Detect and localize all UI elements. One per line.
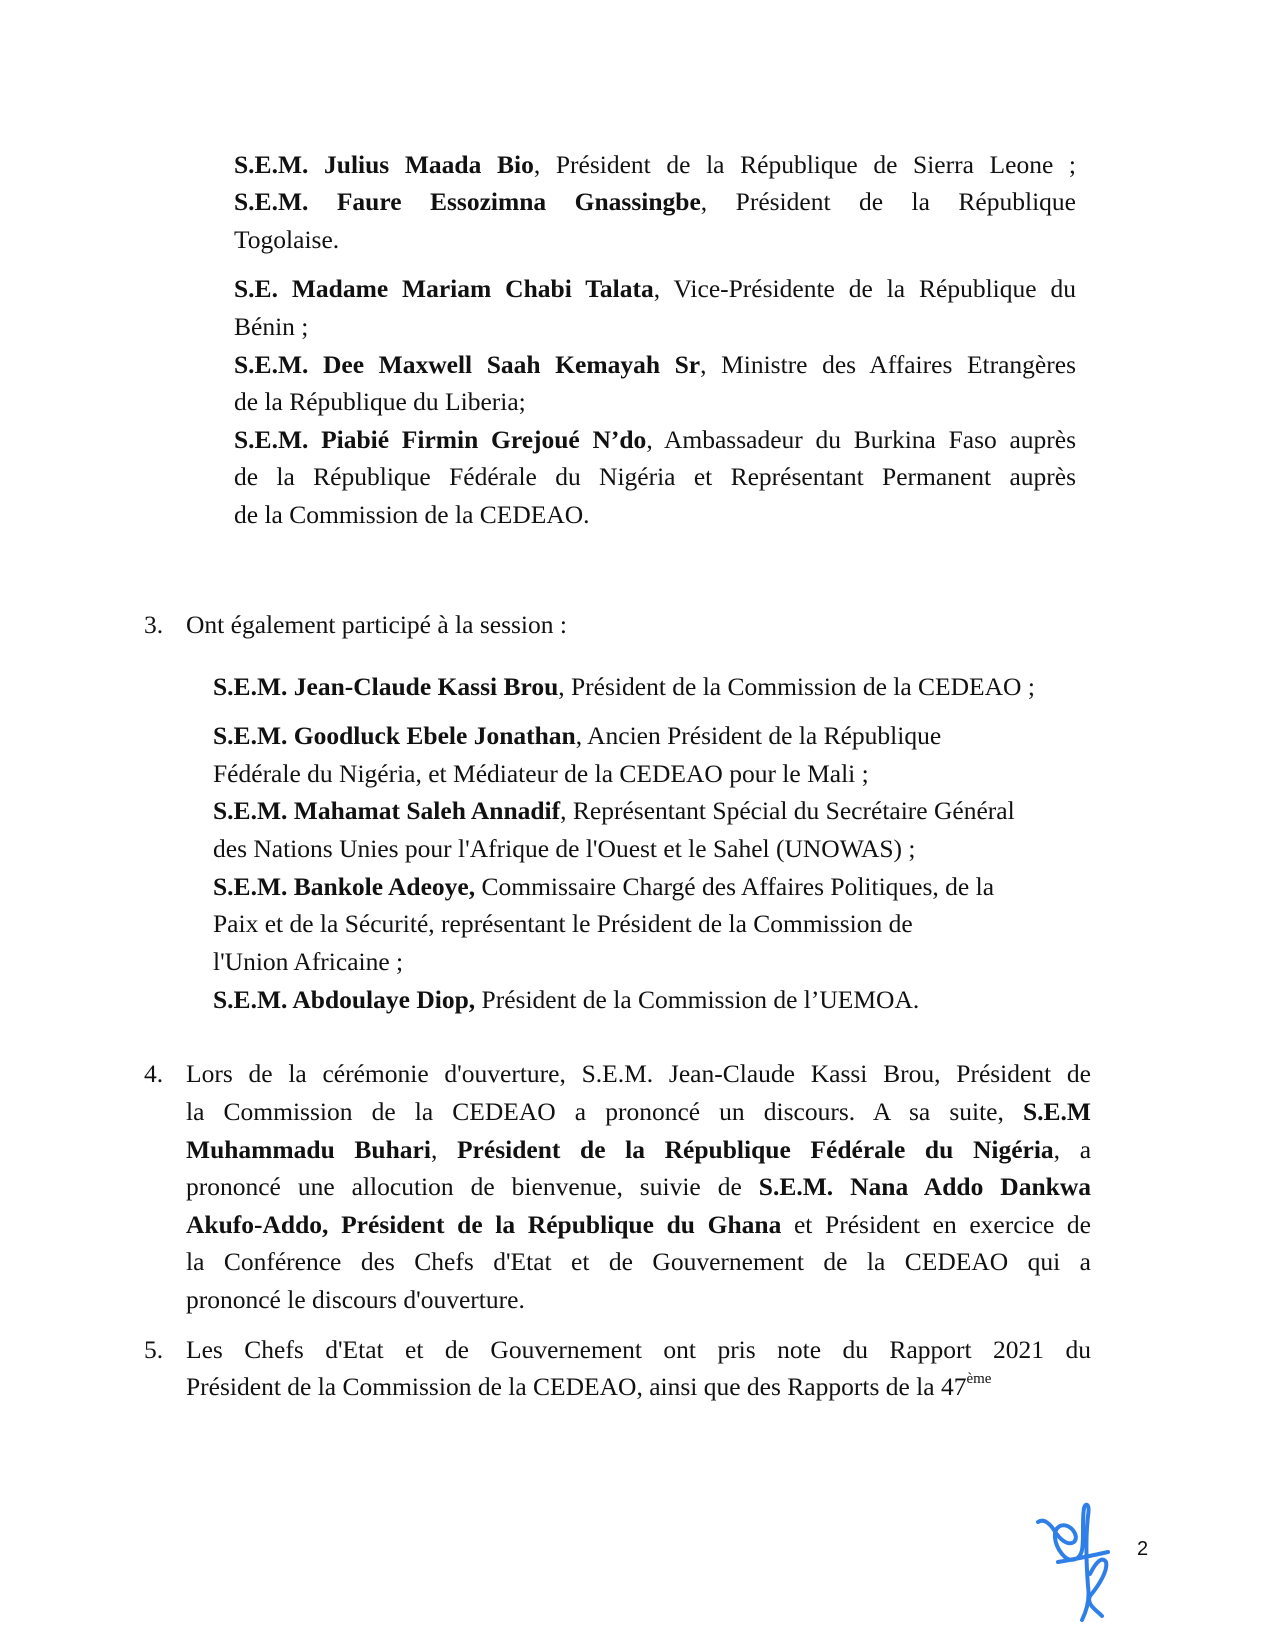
delegate-line-cont: de la République Fédérale du Nigéria et Représentant Permanent auprès bbox=[234, 462, 1076, 491]
bold-run: Akufo-Addo, Président de la République du Ghana bbox=[186, 1210, 782, 1239]
item-line: la Conférence des Chefs d'Etat et de Gouvernement de la CEDEAO qui a bbox=[186, 1247, 1091, 1276]
delegate-title: , Vice-Présidente de la République du bbox=[653, 274, 1076, 303]
item-line bbox=[186, 1206, 1091, 1244]
participant-line bbox=[213, 717, 941, 755]
item-number: 3. bbox=[144, 610, 164, 639]
participant-line-cont: Fédérale du Nigéria, et Médiateur de la CEDEAO pour le Mali ; bbox=[213, 759, 869, 788]
text-run: Président de la Commission de la CEDEAO, ainsi que des Rapports de la 47 bbox=[186, 1372, 967, 1401]
delegate-name: S.E.M. Julius Maada Bio bbox=[234, 150, 534, 179]
participant-name: S.E.M. Bankole Adeoye, bbox=[213, 872, 476, 901]
participant-line bbox=[213, 792, 1015, 830]
text-run: , a bbox=[1053, 1135, 1092, 1164]
item-line: Lors de la cérémonie d'ouverture, S.E.M. Jean-Claude Kassi Brou, Président de bbox=[186, 1059, 1091, 1088]
participant-name: S.E.M. Abdoulaye Diop, bbox=[213, 985, 476, 1014]
participant-title: Commissaire Chargé des Affaires Politiques, de la bbox=[475, 872, 995, 901]
text-run: et Président en exercice de bbox=[781, 1210, 1092, 1239]
item-line bbox=[186, 1368, 991, 1406]
bold-run: Muhammadu Buhari bbox=[186, 1135, 431, 1164]
participant-name: S.E.M. Goodluck Ebele Jonathan bbox=[213, 721, 576, 750]
participant-line-cont: l'Union Africaine ; bbox=[213, 947, 404, 976]
signature-initials-icon bbox=[1030, 1500, 1140, 1630]
participant-name: S.E.M. Jean-Claude Kassi Brou bbox=[213, 672, 559, 701]
delegate-title: , Président de la République bbox=[700, 187, 1076, 216]
delegate-name: S.E. Madame Mariam Chabi Talata bbox=[234, 274, 654, 303]
participant-title: , Représentant Spécial du Secrétaire Général bbox=[560, 796, 1015, 825]
participant-line bbox=[213, 668, 1035, 706]
participant-line bbox=[213, 981, 919, 1019]
text-run: la Commission de la CEDEAO a prononcé un discours. A sa suite, bbox=[186, 1097, 1004, 1126]
item-number: 4. bbox=[144, 1059, 164, 1088]
delegate-title: , Président de la République de Sierra Leone ; bbox=[533, 150, 1076, 179]
participant-line-cont: Paix et de la Sécurité, représentant le Président de la Commission de bbox=[213, 909, 913, 938]
participant-line-cont: des Nations Unies pour l'Afrique de l'Ouest et le Sahel (UNOWAS) ; bbox=[213, 834, 916, 863]
item-line: Les Chefs d'Etat et de Gouvernement ont pris note du Rapport 2021 du bbox=[186, 1335, 1091, 1364]
delegate-title: , Ambassadeur du Burkina Faso auprès bbox=[646, 425, 1077, 454]
superscript: ème bbox=[966, 1371, 992, 1387]
item-line bbox=[186, 1131, 1091, 1169]
participant-name: S.E.M. Mahamat Saleh Annadif bbox=[213, 796, 561, 825]
participant-line bbox=[213, 868, 994, 906]
participant-title: , Président de la Commission de la CEDEAO ; bbox=[558, 672, 1035, 701]
delegate-title: , Ministre des Affaires Etrangères bbox=[700, 350, 1076, 379]
item-text: Ont également participé à la session : bbox=[186, 610, 567, 639]
delegate-line-cont: de la République du Liberia; bbox=[234, 387, 526, 416]
delegate-line bbox=[234, 346, 1076, 384]
page-number: 2 bbox=[1137, 1538, 1149, 1560]
bold-run: S.E.M bbox=[1022, 1097, 1091, 1126]
bold-run: Président de la République Fédérale du Nigéria bbox=[456, 1135, 1054, 1164]
item-line: prononcé le discours d'ouverture. bbox=[186, 1285, 525, 1314]
item-line bbox=[186, 1093, 1091, 1131]
participant-title: Président de la Commission de l’UEMOA. bbox=[475, 985, 920, 1014]
delegate-name: S.E.M. Faure Essozimna Gnassingbe bbox=[234, 187, 701, 216]
item-number: 5. bbox=[144, 1335, 164, 1364]
delegate-line bbox=[234, 183, 1076, 221]
delegate-line-cont: de la Commission de la CEDEAO. bbox=[234, 500, 590, 529]
participant-title: , Ancien Président de la République bbox=[575, 721, 942, 750]
delegate-line-cont: Togolaise. bbox=[234, 225, 340, 254]
delegate-line bbox=[234, 421, 1076, 459]
text-run: , bbox=[430, 1135, 438, 1164]
delegate-line bbox=[234, 146, 1076, 184]
delegate-name: S.E.M. Piabié Firmin Grejoué N’do bbox=[234, 425, 647, 454]
delegate-line bbox=[234, 270, 1076, 308]
text-run: prononcé une allocution de bienvenue, suivie de bbox=[186, 1172, 742, 1201]
delegate-name: S.E.M. Dee Maxwell Saah Kemayah Sr bbox=[234, 350, 701, 379]
delegate-line-cont: Bénin ; bbox=[234, 312, 309, 341]
item-line bbox=[186, 1168, 1091, 1206]
bold-run: S.E.M. Nana Addo Dankwa bbox=[758, 1172, 1092, 1201]
